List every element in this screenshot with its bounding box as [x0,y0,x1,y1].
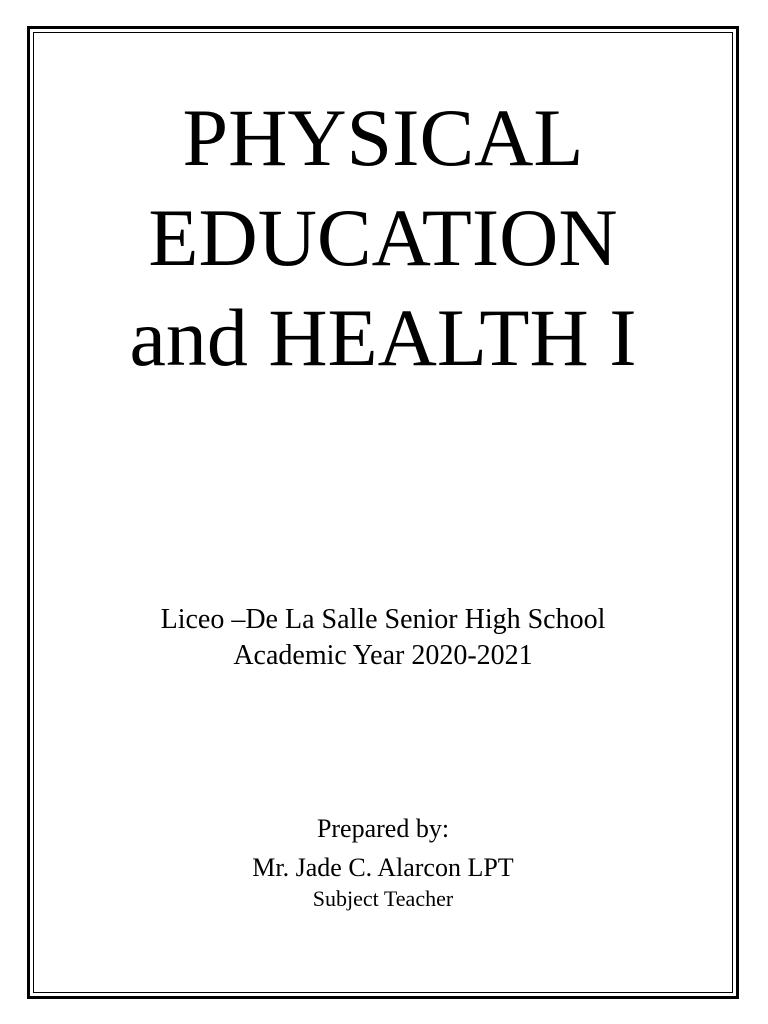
prepared-by-label: Prepared by: [316,814,450,843]
academic-year: Academic Year 2020-2021 [233,640,533,671]
prepared-by-block [33,812,733,912]
title-line-3: and HEALTH I [129,292,637,383]
title-line-1: PHYSICAL [182,92,584,183]
title-line-2: EDUCATION [148,192,618,283]
teacher-role: Subject Teacher [312,886,454,911]
document-title [33,88,733,388]
school-info [33,602,733,674]
school-name: Liceo –De La Salle Senior High School [160,604,606,635]
teacher-name: Mr. Jade C. Alarcon LPT [252,853,514,882]
